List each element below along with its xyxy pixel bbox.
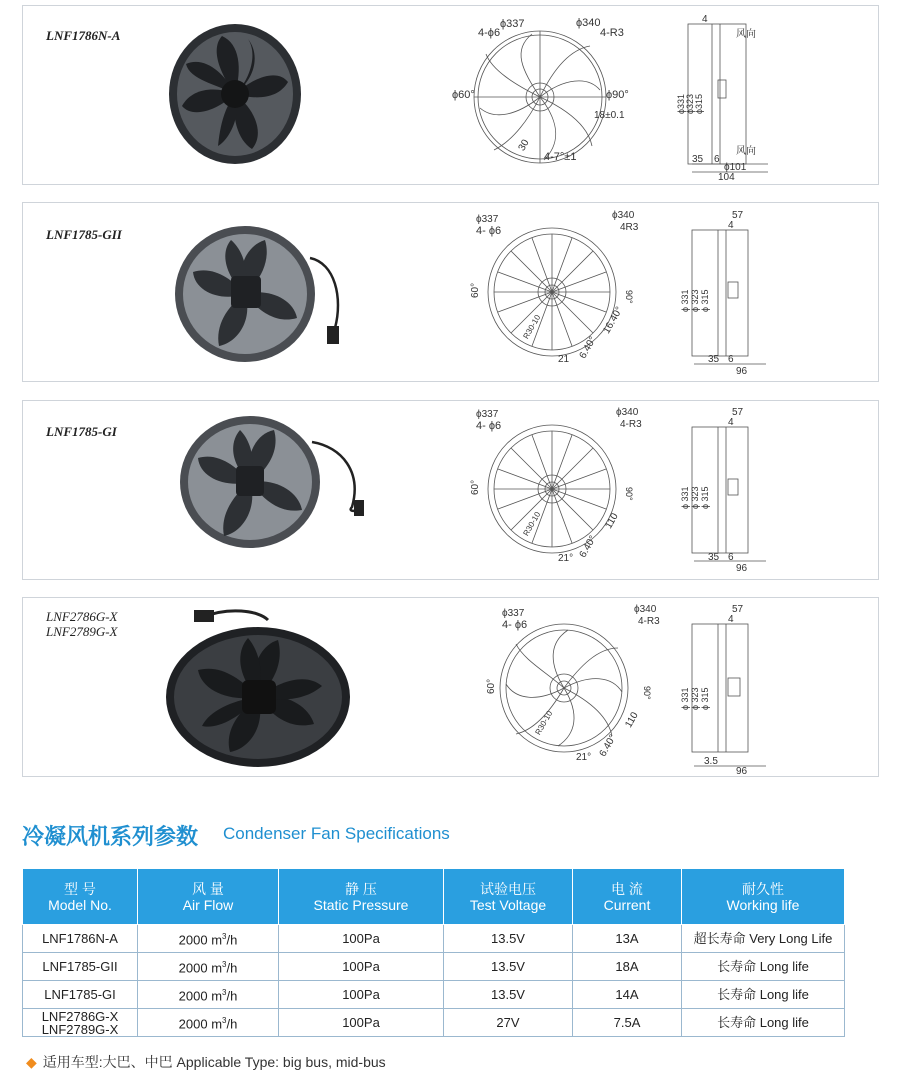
dim-label: 风向: [736, 146, 756, 157]
dim-label: R30-10: [521, 510, 543, 538]
header-current: 电 流 Current: [573, 869, 682, 925]
dim-label: ϕ331: [676, 93, 686, 114]
dim-label: ϕ 315: [700, 289, 710, 312]
cell-pressure: 100Pa: [279, 981, 444, 1009]
cell-pressure: 100Pa: [279, 1009, 444, 1037]
cell-model: LNF1785-GI: [23, 981, 138, 1009]
cell-model: LNF1785-GII: [23, 953, 138, 981]
table-header-row: [23, 869, 845, 925]
cell-voltage: 13.5V: [444, 981, 573, 1009]
dim-label: 4- ϕ6: [502, 619, 528, 631]
dim-label: 4-ϕ6: [478, 27, 501, 39]
dim-label: 96: [736, 563, 748, 574]
dim-label: 6: [728, 354, 734, 365]
dim-label: 4-R3: [638, 616, 660, 627]
front-drawing: [460, 405, 640, 575]
dim-label: 4- ϕ6: [476, 420, 502, 432]
cell-current: 7.5A: [573, 1009, 682, 1037]
dim-label: ϕ340: [612, 210, 635, 221]
dim-label: 35: [692, 154, 704, 165]
dim-label: ϕ 315: [700, 687, 710, 710]
side-drawing: [674, 208, 779, 378]
dim-label: 90°: [642, 686, 652, 700]
dim-label: 4R3: [620, 222, 639, 233]
dim-label: 4: [728, 417, 734, 428]
dim-label: 60°: [470, 282, 481, 298]
dim-label: R30-10: [521, 313, 543, 341]
dim-label: R30-10: [533, 709, 555, 737]
dim-label: ϕ 323: [690, 687, 700, 710]
dim-label: ϕ340: [616, 407, 639, 418]
dim-label: 4-7°±1: [544, 151, 577, 163]
cell-current: 18A: [573, 953, 682, 981]
cell-voltage: 13.5V: [444, 925, 573, 953]
dim-label: ϕ 315: [700, 486, 710, 509]
table-row: [23, 1009, 845, 1037]
dim-label: 4: [728, 220, 734, 231]
side-drawing: [674, 405, 779, 575]
header-voltage: 试验电压 Test Voltage: [444, 869, 573, 925]
fan-photo: [172, 412, 377, 552]
dim-label: 风向: [736, 29, 756, 40]
section-title-cn: 冷凝风机系列参数: [22, 825, 199, 850]
cell-life: 长寿命 Long life: [682, 953, 845, 981]
dim-label: 30: [516, 137, 532, 153]
dim-label: ϕ 331: [680, 486, 690, 509]
dim-label: 18±0.1: [594, 110, 625, 121]
dim-label: ϕ337: [502, 608, 525, 619]
model-label: LNF1786N-A: [46, 28, 121, 43]
dim-label: ϕ323: [685, 93, 695, 114]
dim-label: 96: [736, 366, 748, 377]
dim-label: 4-R3: [620, 419, 642, 430]
dim-label: 57: [732, 407, 744, 418]
side-drawing: [674, 602, 779, 777]
dim-label: 3.5: [704, 756, 718, 767]
cell-current: 14A: [573, 981, 682, 1009]
model-label: LNF1785-GII: [46, 227, 122, 242]
dim-label: 90°: [624, 487, 634, 501]
fan-photo: [165, 218, 350, 370]
dim-label: ϕ337: [476, 214, 499, 225]
side-drawing: [672, 10, 787, 183]
front-drawing: [476, 602, 660, 774]
cell-model: LNF1786N-A: [23, 925, 138, 953]
dim-label: 4-R3: [600, 27, 624, 39]
dim-label: ϕ 323: [690, 486, 700, 509]
cell-airflow: 2000 $m^3/h$: [138, 925, 279, 953]
cell-current: 13A: [573, 925, 682, 953]
cell-pressure: 100Pa: [279, 953, 444, 981]
dim-label: 35: [708, 354, 720, 365]
spec-table: [22, 868, 845, 1037]
applicable-note: ◆ 适用车型:大巴、中巴 Applicable Type: big bus, mid-bus: [26, 1054, 386, 1070]
dim-label: 57: [732, 210, 744, 221]
cell-pressure: 100Pa: [279, 925, 444, 953]
dim-label: 4: [728, 614, 734, 625]
dim-label: 104: [718, 172, 735, 183]
header-life: 耐久性 Working life: [682, 869, 845, 925]
header-model: 型 号 Model No.: [23, 869, 138, 925]
cell-model: LNF2786G-X LNF2789G-X: [23, 1009, 138, 1037]
dim-label: 60°: [470, 479, 481, 495]
cell-life: 长寿命 Long life: [682, 1009, 845, 1037]
dim-label: 60°: [486, 678, 497, 694]
dim-label: 6.40°: [577, 533, 599, 560]
model-label: LNF2789G-X: [46, 624, 118, 639]
dim-label: 6.40°: [577, 334, 599, 361]
dim-label: ϕ337: [500, 18, 525, 30]
dim-label: ϕ337: [476, 409, 499, 420]
cell-voltage: 27V: [444, 1009, 573, 1037]
dim-label: ϕ 331: [680, 289, 690, 312]
dim-label: 96: [736, 766, 748, 777]
diamond-bullet-icon: ◆: [26, 1054, 37, 1070]
front-drawing: [440, 10, 640, 180]
cell-airflow: 2000 $m^3/h$: [138, 1009, 279, 1037]
dim-label: 35: [708, 552, 720, 563]
dim-label: 110: [603, 511, 621, 531]
cell-airflow: 2000 $m^3/h$: [138, 981, 279, 1009]
cell-life: 超长寿命 Very Long Life: [682, 925, 845, 953]
dim-label: ϕ 323: [690, 289, 700, 312]
dim-label: ϕ340: [634, 604, 657, 615]
dim-label: 21°: [576, 752, 592, 763]
dim-label: 21°: [558, 553, 574, 564]
dim-label: ϕ340: [576, 17, 601, 29]
dim-label: 6: [728, 552, 734, 563]
section-title-en: Condenser Fan Specifications: [223, 824, 450, 843]
dim-label: 6.40°: [597, 732, 619, 759]
table-row: [23, 953, 845, 981]
dim-label: 4- ϕ6: [476, 225, 502, 237]
table-row: [23, 981, 845, 1009]
cell-airflow: 2000 $m^3/h$: [138, 953, 279, 981]
cell-voltage: 13.5V: [444, 953, 573, 981]
dim-label: 16.40°: [601, 305, 626, 336]
model-label: LNF2786G-X: [46, 609, 118, 624]
dim-label: 6: [714, 154, 720, 165]
table-row: [23, 925, 845, 953]
dim-label: 110: [623, 710, 641, 730]
dim-label: ϕ101: [724, 162, 747, 173]
dim-label: ϕ60°: [452, 89, 475, 101]
dim-label: ϕ 331: [680, 687, 690, 710]
model-label: LNF1785-GI: [46, 424, 117, 439]
dim-label: ϕ315: [694, 93, 704, 114]
dim-label: 57: [732, 604, 744, 615]
dim-label: ϕ90°: [606, 89, 629, 101]
dim-label: 4: [702, 14, 708, 25]
fan-photo: [160, 14, 310, 174]
front-drawing: [460, 208, 640, 378]
fan-photo: [158, 602, 358, 772]
header-pressure: 静 压 Static Pressure: [279, 869, 444, 925]
cell-life: 长寿命 Long life: [682, 981, 845, 1009]
header-airflow: 风 量 Air Flow: [138, 869, 279, 925]
dim-label: 21: [558, 354, 570, 365]
dim-label: 90°: [624, 290, 634, 304]
